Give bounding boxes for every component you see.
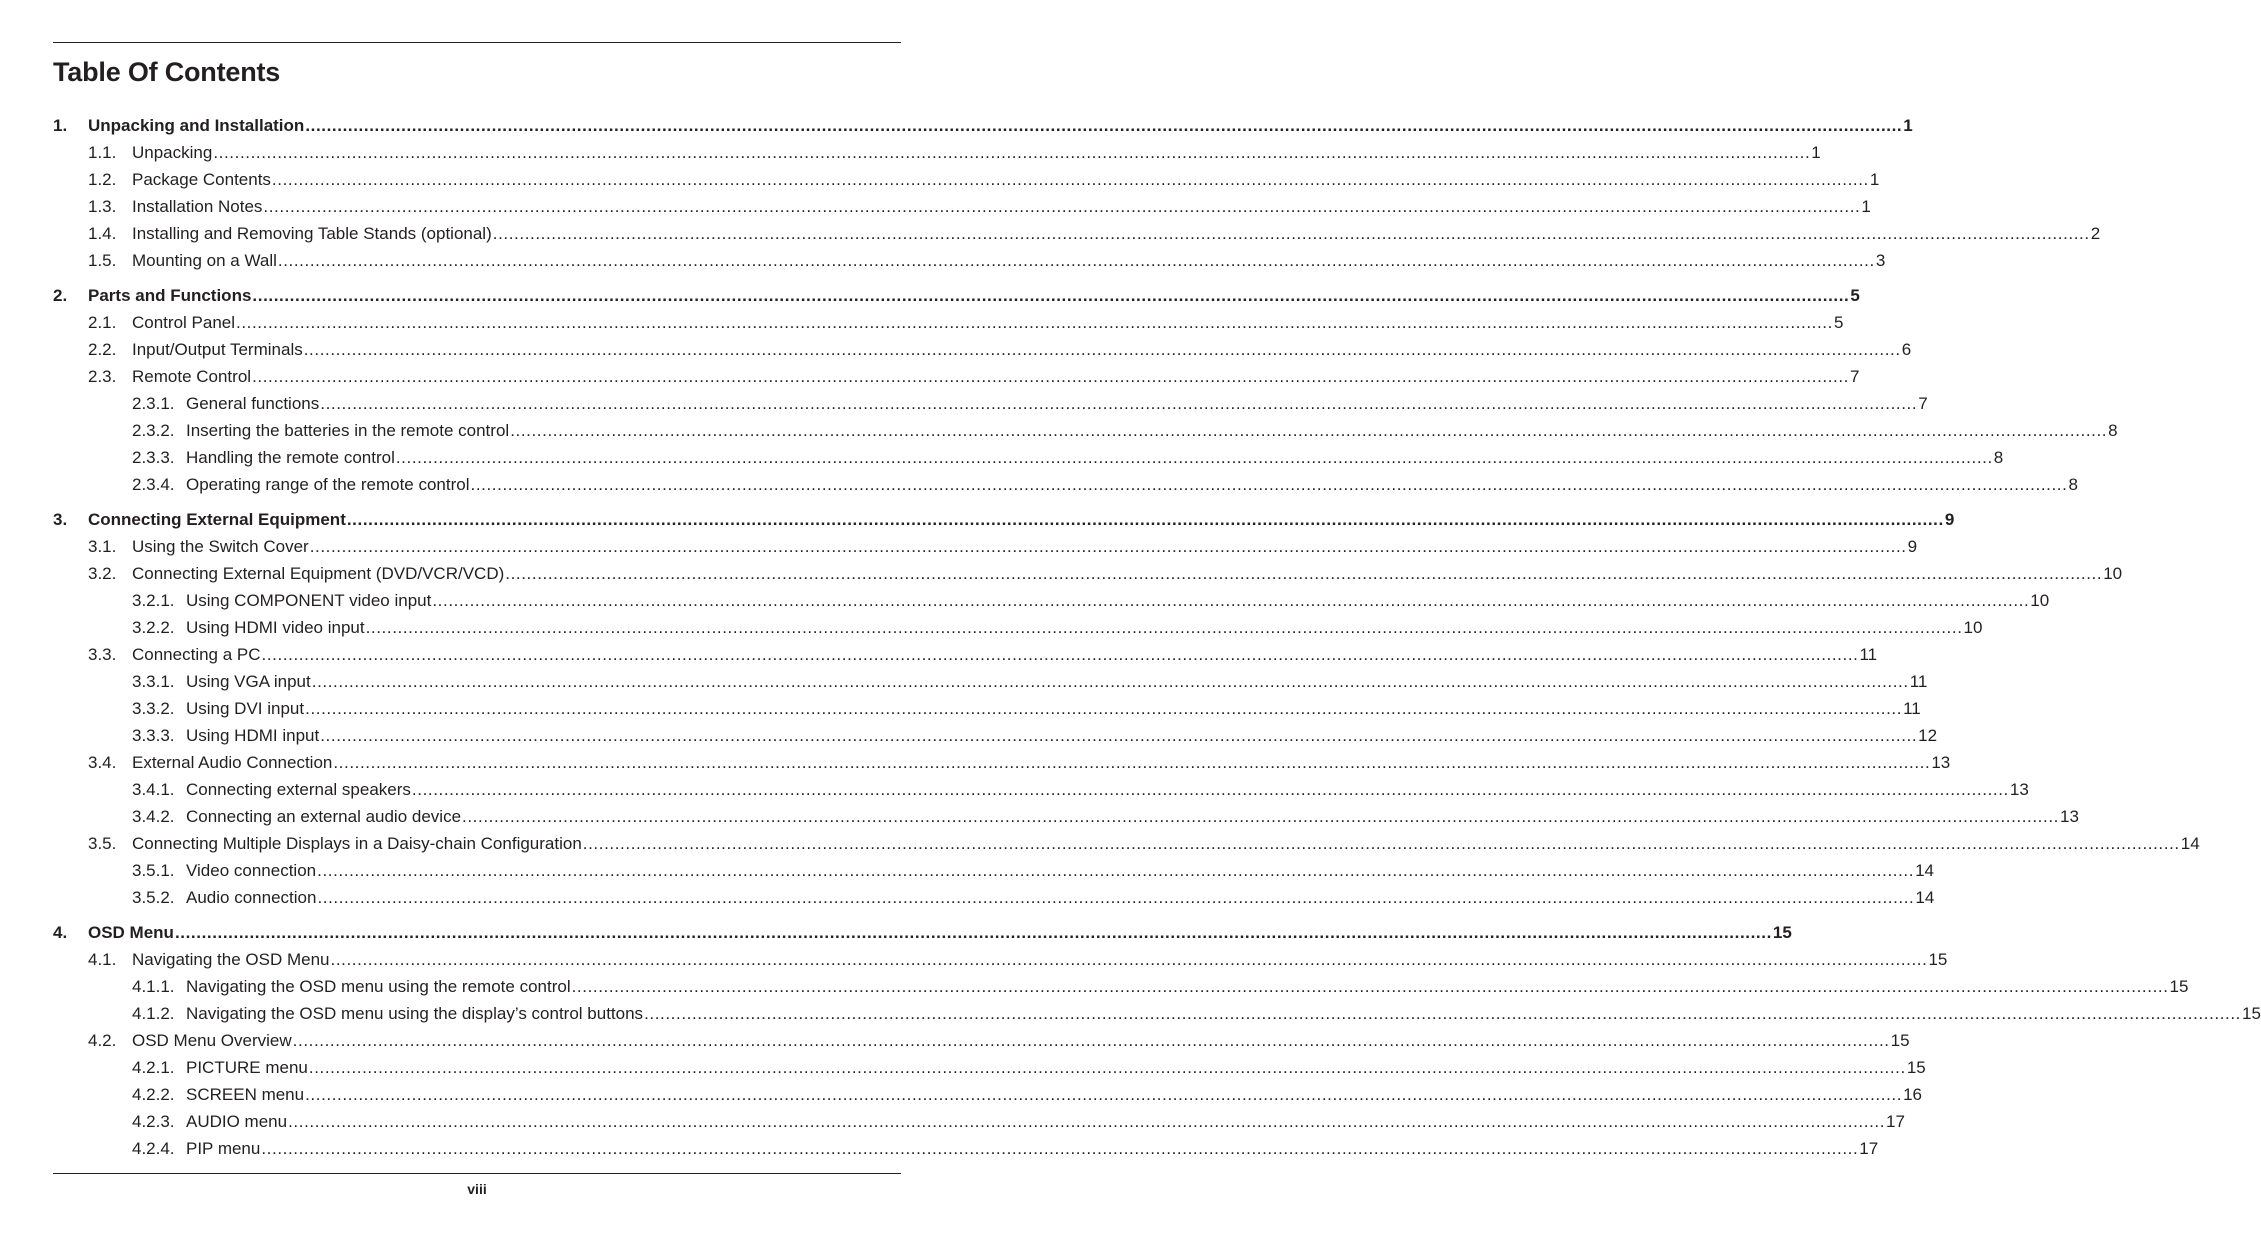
dot-leader: ............................................................................................................................................................................................................................................................................................................ xyxy=(492,224,2090,243)
toc-entry[interactable] xyxy=(53,830,2200,857)
dot-leader: ............................................................................................................................................................................................................................................................................................................ xyxy=(510,421,2108,440)
toc-entry-page: 5 xyxy=(1833,313,1844,332)
toc-entry-page: 1 xyxy=(1811,143,1821,162)
toc-entry-number: 3.4.2. xyxy=(132,807,175,826)
dot-leader: ............................................................................................................................................................................................................................................................................................................ xyxy=(317,888,1915,907)
toc-entry-title[interactable]: Using the Switch Cover xyxy=(132,537,309,556)
dot-leader: ............................................................................................................................................................................................................................................................................................................ xyxy=(330,950,1928,969)
toc-entry-page: 15 xyxy=(1890,1031,1910,1050)
toc-entry-title[interactable]: Connecting Multiple Displays in a Daisy-chain Configuration xyxy=(132,834,582,853)
toc-entry-number: 1. xyxy=(53,116,68,135)
toc-entry[interactable] xyxy=(53,668,1928,695)
toc-entry[interactable] xyxy=(53,390,1928,417)
toc-entry-number: 2.3.3. xyxy=(132,448,175,467)
toc-entry-title[interactable]: Connecting External Equipment xyxy=(88,510,346,529)
toc-entry-title[interactable]: Connecting external speakers xyxy=(186,780,411,799)
toc-entry-number: 3.3.1. xyxy=(132,672,175,691)
toc-entry-page: 12 xyxy=(1918,726,1938,745)
dot-leader: ............................................................................................................................................................................................................................................................................................................ xyxy=(277,251,1875,270)
dot-leader: ............................................................................................................................................................................................................................................................................................................ xyxy=(288,1112,1886,1131)
dot-leader: ............................................................................................................................................................................................................................................................................................................ xyxy=(263,197,1861,216)
toc-entry-title[interactable]: Navigating the OSD Menu xyxy=(132,950,330,969)
toc-entry[interactable] xyxy=(53,1000,2261,1027)
toc-entry-title[interactable]: Parts and Functions xyxy=(88,286,252,305)
dot-leader: ............................................................................................................................................................................................................................................................................................................ xyxy=(346,510,1944,529)
dot-leader: ............................................................................................................................................................................................................................................................................................................ xyxy=(309,537,1907,556)
toc-entry-page: 10 xyxy=(2030,591,2050,610)
toc-entry-title[interactable]: Remote Control xyxy=(132,367,252,386)
toc-entry-title[interactable]: Unpacking xyxy=(132,143,213,162)
toc-entry-page: 17 xyxy=(1859,1139,1879,1158)
top-divider xyxy=(53,42,901,43)
toc-entry[interactable] xyxy=(53,614,1983,641)
toc-entry-page: 13 xyxy=(2009,780,2029,799)
toc-entry[interactable] xyxy=(53,919,1792,946)
toc-entry-number: 3.2.1. xyxy=(132,591,175,610)
toc-entry-number: 2.3.2. xyxy=(132,421,175,440)
toc-entry-number: 4. xyxy=(53,923,68,942)
toc-entry-page: 10 xyxy=(2103,564,2123,583)
dot-leader: ............................................................................................................................................................................................................................................................................................................ xyxy=(305,699,1903,718)
toc-entry-title[interactable]: Input/Output Terminals xyxy=(132,340,303,359)
toc-entry-title[interactable]: Operating range of the remote control xyxy=(186,475,470,494)
toc-entry-title[interactable]: PICTURE menu xyxy=(186,1058,308,1077)
toc-entry[interactable] xyxy=(53,560,2123,587)
toc-entry[interactable] xyxy=(53,973,2189,1000)
toc-entry[interactable] xyxy=(53,1135,1879,1162)
toc-entry-title[interactable]: PIP menu xyxy=(186,1139,261,1158)
toc-entry-page: 11 xyxy=(1859,645,1878,664)
toc-entry-page: 8 xyxy=(2108,421,2118,440)
dot-leader: ............................................................................................................................................................................................................................................................................................................ xyxy=(505,564,2103,583)
toc-entry[interactable] xyxy=(53,193,1871,220)
toc-entry-title[interactable]: Mounting on a Wall xyxy=(132,251,277,270)
toc-entry-page: 7 xyxy=(1850,367,1860,386)
toc-entry-page: 1 xyxy=(1903,116,1913,135)
toc-entry-page: 9 xyxy=(1944,510,1955,529)
toc-entry-title[interactable]: External Audio Connection xyxy=(132,753,333,772)
toc-entry-page: 1 xyxy=(1869,170,1880,189)
toc-entry-title[interactable]: Handling the remote control xyxy=(186,448,395,467)
toc-entry-page: 3 xyxy=(1875,251,1886,270)
toc-entry[interactable] xyxy=(53,1081,1922,1108)
toc-entry-title[interactable]: Using COMPONENT video input xyxy=(186,591,432,610)
toc-entry[interactable] xyxy=(53,857,1934,884)
toc-entry-page: 11 xyxy=(1903,699,1921,718)
toc-entry-number: 4.1. xyxy=(88,950,117,969)
toc-entry-title[interactable]: Audio connection xyxy=(186,888,317,907)
toc-entry-page: 8 xyxy=(1993,448,2004,467)
dot-leader: ............................................................................................................................................................................................................................................................................................................ xyxy=(305,1085,1903,1104)
toc-entry-number: 1.4. xyxy=(88,224,117,243)
toc-entry-page: 1 xyxy=(1861,197,1871,216)
toc-entry-number: 3.4.1. xyxy=(132,780,175,799)
toc-entry[interactable] xyxy=(53,776,2029,803)
toc-entry-title[interactable]: Installing and Removing Table Stands (optional) xyxy=(132,224,492,243)
toc-entry-number: 3.3.3. xyxy=(132,726,175,745)
toc-entry[interactable] xyxy=(53,139,1821,166)
toc-entry[interactable] xyxy=(53,749,1951,776)
toc-entry-page: 14 xyxy=(1915,861,1934,880)
toc-entry-number: 2.3.4. xyxy=(132,475,175,494)
dot-leader: ............................................................................................................................................................................................................................................................................................................ xyxy=(317,861,1915,880)
toc-entry-number: 2.3.1. xyxy=(132,394,175,413)
dot-leader: ............................................................................................................................................................................................................................................................................................................ xyxy=(365,618,1963,637)
toc-entry-title[interactable]: OSD Menu xyxy=(88,923,174,942)
toc-entry[interactable] xyxy=(53,112,1913,139)
toc-entry-page: 15 xyxy=(2242,1004,2261,1023)
toc-entry[interactable] xyxy=(53,166,1880,193)
toc-entry-number: 3. xyxy=(53,510,68,529)
dot-leader: ............................................................................................................................................................................................................................................................................................................ xyxy=(174,923,1772,942)
toc-entry-title[interactable]: Connecting an external audio device xyxy=(186,807,462,826)
toc-entry[interactable] xyxy=(53,946,1948,973)
toc-entry[interactable] xyxy=(53,1054,1926,1081)
toc-entry[interactable] xyxy=(53,722,1938,749)
dot-leader: ............................................................................................................................................................................................................................................................................................................ xyxy=(432,591,2030,610)
toc-entry-title[interactable]: Unpacking and Installation xyxy=(88,116,305,135)
toc-entry[interactable] xyxy=(53,444,2004,471)
toc-entry[interactable] xyxy=(53,282,1860,309)
dot-leader: ............................................................................................................................................................................................................................................................................................................ xyxy=(305,116,1903,135)
toc-entry-page: 10 xyxy=(1963,618,1983,637)
dot-leader: ............................................................................................................................................................................................................................................................................................................ xyxy=(311,672,1909,691)
toc-entry-title[interactable]: Navigating the OSD menu using the remote control xyxy=(186,977,571,996)
toc-entry-page: 13 xyxy=(2059,807,2079,826)
toc-entry-number: 3.3.2. xyxy=(132,699,175,718)
toc-entry[interactable] xyxy=(53,417,2118,444)
dot-leader: ............................................................................................................................................................................................................................................................................................................ xyxy=(582,834,2180,853)
toc-entry-title[interactable]: Connecting a PC xyxy=(132,645,261,664)
toc-entry-page: 9 xyxy=(1907,537,1918,556)
toc-entry-number: 3.3. xyxy=(88,645,117,664)
toc-entry-number: 3.2.2. xyxy=(132,618,175,637)
toc-entry-title[interactable]: General functions xyxy=(186,394,320,413)
toc-entry-number: 4.2. xyxy=(88,1031,117,1050)
dot-leader: ............................................................................................................................................................................................................................................................................................................ xyxy=(308,1058,1906,1077)
toc-entry-number: 4.1.2. xyxy=(132,1004,175,1023)
toc-entry-title[interactable]: Connecting External Equipment (DVD/VCR/VCD) xyxy=(132,564,505,583)
toc-entry-number: 3.4. xyxy=(88,753,117,772)
dot-leader: ............................................................................................................................................................................................................................................................................................................ xyxy=(236,313,1833,332)
dot-leader: ............................................................................................................................................................................................................................................................................................................ xyxy=(395,448,1993,467)
toc-entry[interactable] xyxy=(53,363,1860,390)
toc-entry-title[interactable]: Video connection xyxy=(186,861,317,880)
toc-entry-title[interactable]: Using VGA input xyxy=(186,672,311,691)
toc-entry-page: 11 xyxy=(1909,672,1928,691)
toc-entry-page: 15 xyxy=(1772,923,1792,942)
toc-entry-page: 17 xyxy=(1886,1112,1905,1131)
toc-entry-page: 15 xyxy=(2169,977,2189,996)
toc-entry-title[interactable]: Navigating the OSD menu using the display’s control buttons xyxy=(186,1004,644,1023)
toc-entry-number: 4.2.2. xyxy=(132,1085,175,1104)
toc-entry-number: 3.5.2. xyxy=(132,888,175,907)
toc-entry-page: 6 xyxy=(1901,340,1912,359)
toc-entry-number: 4.2.3. xyxy=(132,1112,175,1131)
dot-leader: ............................................................................................................................................................................................................................................................................................................ xyxy=(252,286,1850,305)
toc-entry-number: 2.2. xyxy=(88,340,117,359)
toc-entry-title[interactable]: SCREEN menu xyxy=(186,1085,305,1104)
toc-entry-number: 3.1. xyxy=(88,537,117,556)
toc-entry[interactable] xyxy=(53,506,1955,533)
toc-entry[interactable] xyxy=(53,884,1935,911)
toc-entry-number: 1.5. xyxy=(88,251,117,270)
toc-entry-page: 5 xyxy=(1850,286,1860,305)
toc-entry-page: 7 xyxy=(1918,394,1928,413)
toc-entry-number: 4.1.1. xyxy=(132,977,175,996)
dot-leader: ............................................................................................................................................................................................................................................................................................................ xyxy=(411,780,2009,799)
dot-leader: ............................................................................................................................................................................................................................................................................................................ xyxy=(252,367,1850,386)
toc-entry-number: 1.2. xyxy=(88,170,117,189)
page-title: Table Of Contents xyxy=(53,57,281,87)
toc-entry-page: 13 xyxy=(1931,753,1951,772)
dot-leader: ............................................................................................................................................................................................................................................................................................................ xyxy=(462,807,2059,826)
dot-leader: ............................................................................................................................................................................................................................................................................................................ xyxy=(303,340,1901,359)
toc-entry-title[interactable]: Control Panel xyxy=(132,313,236,332)
dot-leader: ............................................................................................................................................................................................................................................................................................................ xyxy=(320,726,1918,745)
dot-leader: ............................................................................................................................................................................................................................................................................................................ xyxy=(261,645,1859,664)
dot-leader: ............................................................................................................................................................................................................................................................................................................ xyxy=(644,1004,2242,1023)
toc-entry[interactable] xyxy=(53,220,2101,247)
dot-leader: ............................................................................................................................................................................................................................................................................................................ xyxy=(271,170,1869,189)
toc-entry-number: 3.5.1. xyxy=(132,861,175,880)
toc-entry-title[interactable]: AUDIO menu xyxy=(186,1112,288,1131)
toc-entry[interactable] xyxy=(53,1108,1905,1135)
toc-entry-page: 2 xyxy=(2090,224,2101,243)
dot-leader: ............................................................................................................................................................................................................................................................................................................ xyxy=(292,1031,1890,1050)
toc-entry[interactable] xyxy=(53,1027,1910,1054)
toc-entry-page: 8 xyxy=(2068,475,2078,494)
toc-entry-number: 1.1. xyxy=(88,143,117,162)
toc-entry[interactable] xyxy=(53,336,1912,363)
toc-entry[interactable] xyxy=(53,247,1886,274)
toc-entry-page: 14 xyxy=(1915,888,1935,907)
toc-entry-number: 4.2.1. xyxy=(132,1058,175,1077)
table-of-contents xyxy=(53,112,2261,1162)
toc-entry-title[interactable]: Package Contents xyxy=(132,170,271,189)
toc-entry-number: 1.3. xyxy=(88,197,117,216)
dot-leader: ............................................................................................................................................................................................................................................................................................................ xyxy=(333,753,1931,772)
dot-leader: ............................................................................................................................................................................................................................................................................................................ xyxy=(571,977,2169,996)
toc-entry-number: 2.3. xyxy=(88,367,117,386)
toc-entry-number: 2. xyxy=(53,286,68,305)
toc-entry-title[interactable]: OSD Menu Overview xyxy=(132,1031,292,1050)
toc-entry-number: 3.5. xyxy=(88,834,117,853)
dot-leader: ............................................................................................................................................................................................................................................................................................................ xyxy=(470,475,2068,494)
toc-entry-page: 15 xyxy=(1928,950,1948,969)
toc-entry-title[interactable]: Using HDMI video input xyxy=(186,618,365,637)
toc-entry-page: 15 xyxy=(1906,1058,1926,1077)
toc-entry-title[interactable]: Inserting the batteries in the remote control xyxy=(186,421,510,440)
toc-entry-page: 16 xyxy=(1903,1085,1922,1104)
page-number: viii xyxy=(467,1181,487,1197)
toc-entry-page: 14 xyxy=(2180,834,2200,853)
bottom-divider xyxy=(53,1173,901,1174)
toc-entry[interactable] xyxy=(53,309,1844,336)
toc-entry-title[interactable]: Using DVI input xyxy=(186,699,305,718)
toc-entry[interactable] xyxy=(53,533,1918,560)
dot-leader: ............................................................................................................................................................................................................................................................................................................ xyxy=(320,394,1918,413)
toc-entry-number: 2.1. xyxy=(88,313,117,332)
toc-entry[interactable] xyxy=(53,471,2078,498)
toc-entry[interactable] xyxy=(53,695,1921,722)
toc-entry-number: 4.2.4. xyxy=(132,1139,175,1158)
toc-entry-number: 3.2. xyxy=(88,564,117,583)
toc-entry[interactable] xyxy=(53,803,2079,830)
toc-entry[interactable] xyxy=(53,587,2050,614)
dot-leader: ............................................................................................................................................................................................................................................................................................................ xyxy=(213,143,1811,162)
toc-entry[interactable] xyxy=(53,641,1878,668)
dot-leader: ............................................................................................................................................................................................................................................................................................................ xyxy=(261,1139,1859,1158)
toc-entry-title[interactable]: Installation Notes xyxy=(132,197,263,216)
toc-entry-title[interactable]: Using HDMI input xyxy=(186,726,320,745)
